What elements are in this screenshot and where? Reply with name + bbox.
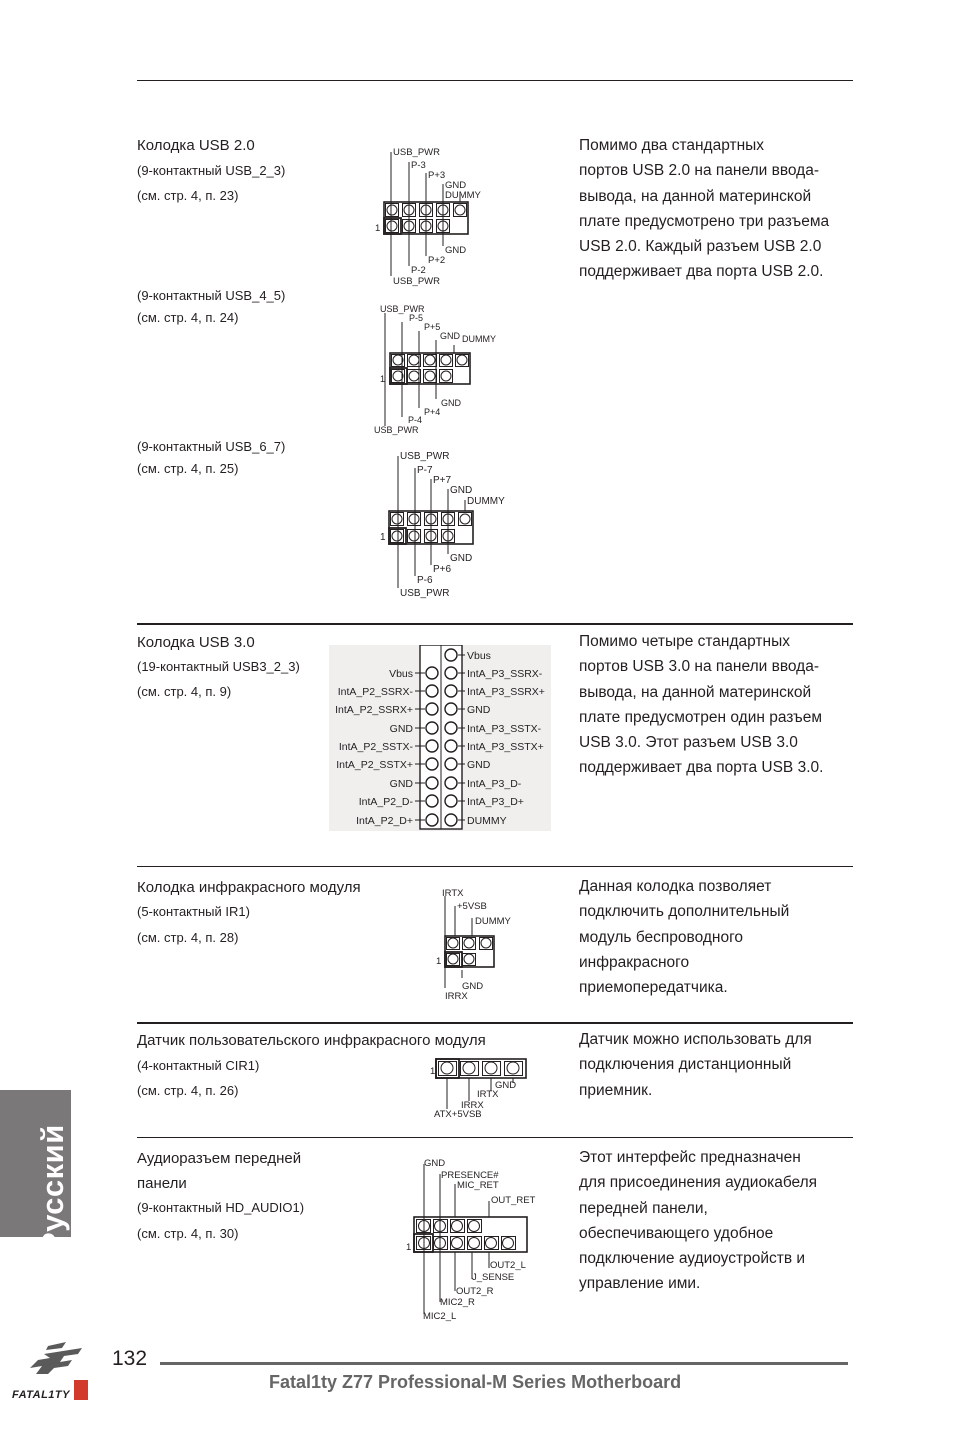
- usb3-description: Помимо четыре стандартных портов USB 3.0 на панели ввода- вывода, на данной материнской плате предусмотрен один разъем USB 3.0. Этот разъем USB 3.0 поддерживает два порта USB 3.0.: [579, 633, 824, 777]
- svg-text:GND: GND: [467, 704, 491, 716]
- svg-text:GND: GND: [389, 778, 413, 790]
- usb2-page-ref: (см. стр. 4, п. 23): [137, 188, 239, 203]
- svg-text:GND: GND: [440, 331, 460, 341]
- svg-text:Vbus: Vbus: [389, 668, 413, 680]
- svg-text:ATX+5VSB: ATX+5VSB: [434, 1109, 482, 1120]
- svg-text:IntA_P3_SSTX-: IntA_P3_SSTX-: [467, 723, 542, 735]
- section-rule: [137, 866, 853, 867]
- usb3-pin-count: (19-контактный USB3_2_3): [137, 659, 300, 674]
- audio-title-line1: Аудиоразъем передней: [137, 1150, 302, 1167]
- svg-text:IRRX: IRRX: [461, 1100, 484, 1111]
- svg-text:IRRX: IRRX: [445, 991, 468, 1002]
- section-rule: [137, 623, 853, 625]
- audio-pin-count: (9-контактный HD_AUDIO1): [137, 1200, 305, 1215]
- svg-text:OUT2_R: OUT2_R: [456, 1286, 494, 1297]
- svg-text:P+6: P+6: [433, 564, 452, 575]
- ir-pin-diagram: [433, 884, 533, 1002]
- svg-text:J_SENSE: J_SENSE: [472, 1272, 515, 1283]
- svg-text:IntA_P3_SSRX-: IntA_P3_SSRX-: [467, 668, 543, 680]
- svg-text:P-3: P-3: [411, 160, 426, 171]
- usb2-pin-count: (9-контактный USB_2_3): [137, 163, 286, 178]
- svg-text:USB_PWR: USB_PWR: [374, 425, 419, 435]
- svg-text:DUMMY: DUMMY: [467, 815, 507, 827]
- svg-text:GND: GND: [450, 485, 473, 496]
- usb2-title: Колодка USB 2.0: [137, 137, 255, 154]
- svg-text:IntA_P2_D-: IntA_P2_D-: [358, 796, 413, 808]
- cir-description: Датчик можно использовать для подключения дистанционный приемник.: [579, 1031, 812, 1099]
- svg-text:DUMMY: DUMMY: [467, 496, 505, 507]
- svg-text:USB_PWR: USB_PWR: [400, 588, 450, 599]
- svg-text:PRESENCE#: PRESENCE#: [441, 1170, 499, 1181]
- section-rule: [137, 1137, 853, 1138]
- fatal1ty-logo: [8, 1340, 110, 1412]
- svg-text:IntA_P3_D+: IntA_P3_D+: [467, 796, 524, 808]
- svg-text:1: 1: [380, 374, 386, 384]
- footer-title: Fatal1ty Z77 Professional-M Series Motherboard: [269, 1372, 682, 1392]
- svg-text:1: 1: [430, 1066, 436, 1077]
- svg-text:GND: GND: [389, 723, 413, 735]
- svg-text:Vbus: Vbus: [467, 650, 491, 662]
- svg-text:IntA_P2_SSRX-: IntA_P2_SSRX-: [337, 686, 413, 698]
- svg-text:IntA_P3_SSTX+: IntA_P3_SSTX+: [467, 741, 544, 753]
- section-rule: [137, 1022, 853, 1024]
- svg-text:IntA_P3_SSRX+: IntA_P3_SSRX+: [467, 686, 545, 698]
- audio-title-line2: панели: [137, 1175, 187, 1192]
- usb45-page-ref: (см. стр. 4, п. 24): [137, 310, 239, 325]
- svg-text:1: 1: [436, 956, 442, 967]
- svg-text:USB_PWR: USB_PWR: [393, 276, 440, 287]
- svg-text:P+7: P+7: [433, 475, 452, 486]
- audio-page-ref: (см. стр. 4, п. 30): [137, 1226, 239, 1241]
- svg-text:GND: GND: [495, 1080, 517, 1091]
- svg-text:1: 1: [406, 1242, 412, 1253]
- svg-text:DUMMY: DUMMY: [462, 334, 496, 344]
- footer-rule: [160, 1362, 848, 1365]
- svg-text:USB_PWR: USB_PWR: [400, 451, 450, 462]
- svg-text:P-4: P-4: [408, 415, 423, 425]
- svg-text:MIC2_L: MIC2_L: [423, 1311, 457, 1322]
- svg-text:OUT2_L: OUT2_L: [490, 1260, 526, 1271]
- svg-text:IRTX: IRTX: [477, 1089, 499, 1100]
- svg-text:GND: GND: [467, 759, 491, 771]
- svg-text:P-7: P-7: [417, 465, 433, 476]
- svg-text:P-2: P-2: [411, 265, 426, 276]
- svg-text:IntA_P2_SSRX+: IntA_P2_SSRX+: [335, 704, 413, 716]
- ir-pin-count: (5-контактный IR1): [137, 904, 250, 919]
- svg-text:IntA_P3_D-: IntA_P3_D-: [467, 778, 522, 790]
- svg-text:P+2: P+2: [428, 255, 446, 266]
- usb45-pin-count: (9-контактный USB_4_5): [137, 288, 286, 303]
- svg-text:IntA_P2_SSTX+: IntA_P2_SSTX+: [336, 759, 413, 771]
- usb3-title: Колодка USB 3.0: [137, 634, 255, 651]
- svg-text:+5VSB: +5VSB: [457, 901, 487, 912]
- svg-text:1: 1: [380, 532, 386, 543]
- svg-text:IntA_P2_SSTX-: IntA_P2_SSTX-: [338, 741, 413, 753]
- ir-description: Данная колодка позволяет подключить дополнительный модуль беспроводного инфракрасного приемопередатчика.: [579, 878, 790, 997]
- cir-page-ref: (см. стр. 4, п. 26): [137, 1083, 239, 1098]
- svg-text:DUMMY: DUMMY: [445, 190, 481, 201]
- svg-text:DUMMY: DUMMY: [475, 916, 511, 927]
- svg-text:P+3: P+3: [428, 170, 446, 181]
- usb67-pin-count: (9-контактный USB_6_7): [137, 439, 286, 454]
- svg-text:OUT_RET: OUT_RET: [491, 1195, 536, 1206]
- svg-text:1: 1: [375, 223, 381, 234]
- svg-text:GND: GND: [450, 553, 473, 564]
- svg-text:FATAL1TY: FATAL1TY: [12, 1389, 70, 1401]
- usb3-pin-diagram: [329, 645, 551, 831]
- language-tab-label: Русский: [35, 1124, 70, 1253]
- cir-title: Датчик пользовательского инфракрасного модуля: [137, 1032, 486, 1049]
- svg-text:P-5: P-5: [409, 313, 424, 323]
- svg-text:IRTX: IRTX: [442, 888, 464, 899]
- usb67-page-ref: (см. стр. 4, п. 25): [137, 461, 239, 476]
- audio-pin-diagram: [400, 1154, 550, 1326]
- ir-title: Колодка инфракрасного модуля: [137, 879, 361, 896]
- svg-text:GND: GND: [441, 398, 461, 408]
- cir-pin-count: (4-контактный CIR1): [137, 1058, 260, 1073]
- svg-text:GND: GND: [445, 245, 467, 256]
- page-number: 132: [112, 1347, 148, 1370]
- usb23-pin-diagram: [370, 142, 510, 290]
- language-side-tab: [0, 1090, 71, 1253]
- svg-text:MIC_RET: MIC_RET: [457, 1180, 499, 1191]
- svg-text:P+5: P+5: [424, 322, 441, 332]
- svg-text:USB_PWR: USB_PWR: [380, 304, 425, 314]
- svg-text:GND: GND: [462, 981, 484, 992]
- ir-page-ref: (см. стр. 4, п. 28): [137, 930, 239, 945]
- svg-text:IntA_P2_D+: IntA_P2_D+: [356, 815, 413, 827]
- svg-text:P-6: P-6: [417, 575, 433, 586]
- svg-text:USB_PWR: USB_PWR: [393, 147, 440, 158]
- svg-text:P+4: P+4: [424, 407, 441, 417]
- svg-text:GND: GND: [445, 180, 467, 191]
- svg-text:GND: GND: [424, 1158, 446, 1169]
- usb45-pin-diagram: [372, 302, 512, 436]
- top-rule: [137, 80, 853, 81]
- usb2-description: Помимо два стандартных портов USB 2.0 на панели ввода- вывода, на данной материнской плате предусмотрено три разъема USB 2.0. Каждый разъем USB 2.0 поддерживает два порта USB 2.0.: [579, 137, 830, 281]
- svg-text:MIC2_R: MIC2_R: [440, 1297, 475, 1308]
- audio-description: Этот интерфейс предназначен для присоединения аудиокабеля передней панели, обеспечивающего удобное подключение аудиоустройств и управление ими.: [579, 1149, 818, 1293]
- usb3-page-ref: (см. стр. 4, п. 9): [137, 684, 232, 699]
- usb67-pin-diagram: [378, 448, 518, 600]
- cir-pin-diagram: [427, 1057, 532, 1121]
